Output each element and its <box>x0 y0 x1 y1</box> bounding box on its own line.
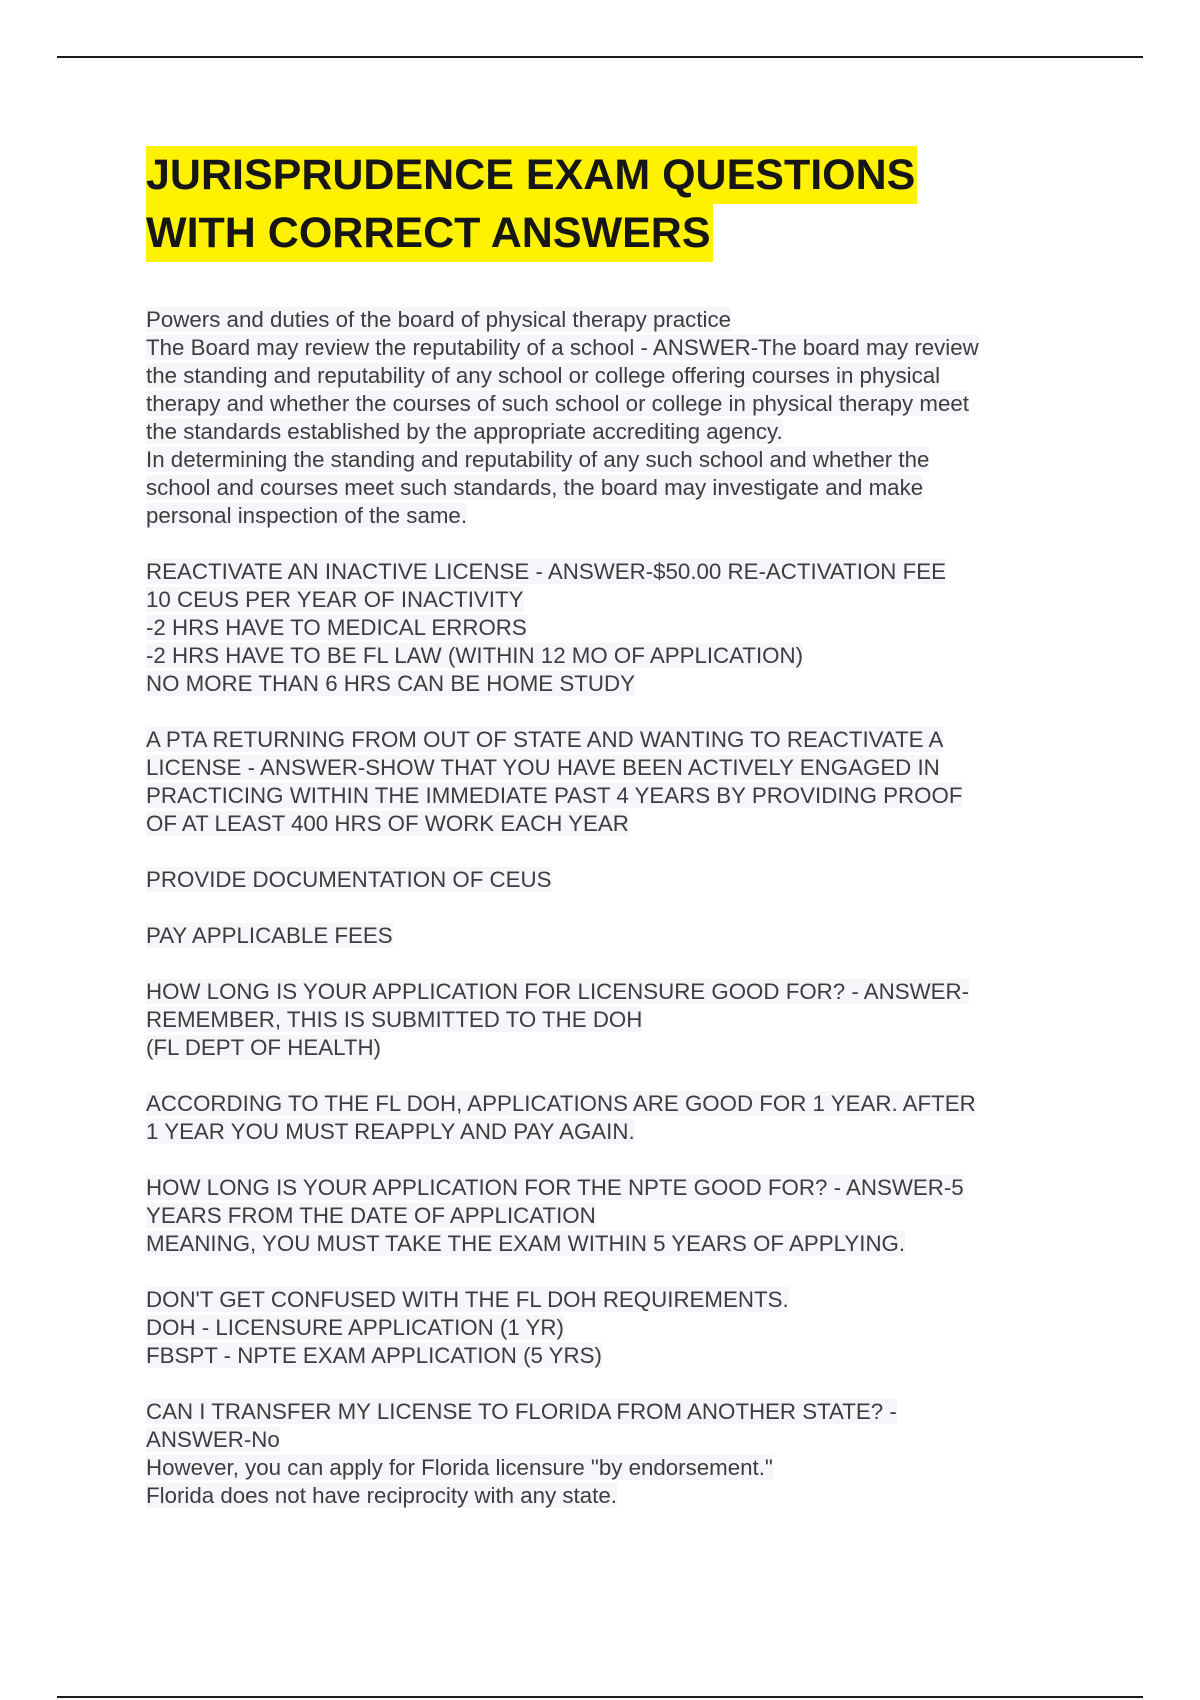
text-line-content: 1 YEAR YOU MUST REAPPLY AND PAY AGAIN. <box>146 1119 635 1144</box>
text-line-content: Powers and duties of the board of physical therapy practice <box>146 307 732 332</box>
text-line <box>146 502 1066 530</box>
text-line-content: personal inspection of the same. <box>146 503 468 528</box>
text-line <box>146 418 1066 446</box>
text-line <box>146 1230 1066 1258</box>
text-line-content: therapy and whether the courses of such school or college in physical therapy meet <box>146 391 969 416</box>
text-line <box>146 1454 1066 1482</box>
text-line-content: OF AT LEAST 400 HRS OF WORK EACH YEAR <box>146 811 629 836</box>
text-line <box>146 1118 1066 1146</box>
text-line <box>146 1314 1066 1342</box>
qa-paragraph <box>146 1286 1066 1370</box>
text-line <box>146 1202 1066 1230</box>
text-line <box>146 642 1066 670</box>
text-line <box>146 446 1066 474</box>
qa-paragraph <box>146 1174 1066 1258</box>
text-line-content: HOW LONG IS YOUR APPLICATION FOR THE NPTE GOOD FOR? - ANSWER-5 <box>146 1175 964 1200</box>
qa-paragraph <box>146 1398 1066 1510</box>
text-line-content: However, you can apply for Florida licensure "by endorsement." <box>146 1455 773 1480</box>
text-line <box>146 614 1066 642</box>
text-line-content: ANSWER-No <box>146 1427 280 1452</box>
text-line-content: The Board may review the reputability of a school - ANSWER-The board may review <box>146 335 979 360</box>
text-line-content: Florida does not have reciprocity with any state. <box>146 1483 617 1508</box>
text-line <box>146 474 1066 502</box>
text-line <box>146 1174 1066 1202</box>
text-line <box>146 1034 1066 1062</box>
text-line-content: 10 CEUS PER YEAR OF INACTIVITY <box>146 587 524 612</box>
text-line <box>146 362 1066 390</box>
text-line <box>146 754 1066 782</box>
text-line-content: -2 HRS HAVE TO BE FL LAW (WITHIN 12 MO OF APPLICATION) <box>146 643 804 668</box>
text-line <box>146 1482 1066 1510</box>
qa-paragraph <box>146 726 1066 838</box>
text-line <box>146 1006 1066 1034</box>
qa-paragraph <box>146 922 1066 950</box>
text-line-content: -2 HRS HAVE TO MEDICAL ERRORS <box>146 615 527 640</box>
text-line-content: ACCORDING TO THE FL DOH, APPLICATIONS ARE GOOD FOR 1 YEAR. AFTER <box>146 1091 976 1116</box>
qa-paragraph <box>146 978 1066 1062</box>
document-title-line: WITH CORRECT ANSWERS <box>146 204 713 262</box>
qa-paragraph <box>146 1090 1066 1146</box>
text-line-content: In determining the standing and reputability of any such school and whether the <box>146 447 930 472</box>
text-line-content: HOW LONG IS YOUR APPLICATION FOR LICENSURE GOOD FOR? - ANSWER- <box>146 979 970 1004</box>
document-content <box>146 146 1066 1510</box>
document-body <box>146 306 1066 1510</box>
text-line-content: (FL DEPT OF HEALTH) <box>146 1035 381 1060</box>
text-line <box>146 1398 1066 1426</box>
text-line-content: PRACTICING WITHIN THE IMMEDIATE PAST 4 YEARS BY PROVIDING PROOF <box>146 783 963 808</box>
text-line <box>146 810 1066 838</box>
qa-paragraph <box>146 866 1066 894</box>
text-line-content: school and courses meet such standards, the board may investigate and make <box>146 475 924 500</box>
text-line-content: DOH - LICENSURE APPLICATION (1 YR) <box>146 1315 564 1340</box>
text-line-content: MEANING, YOU MUST TAKE THE EXAM WITHIN 5 YEARS OF APPLYING. <box>146 1231 906 1256</box>
text-line <box>146 1286 1066 1314</box>
text-line-content: LICENSE - ANSWER-SHOW THAT YOU HAVE BEEN ACTIVELY ENGAGED IN <box>146 755 940 780</box>
bottom-divider <box>57 1696 1143 1698</box>
text-line <box>146 558 1066 586</box>
text-line-content: PAY APPLICABLE FEES <box>146 923 393 948</box>
qa-paragraph <box>146 558 1066 698</box>
text-line-content: CAN I TRANSFER MY LICENSE TO FLORIDA FROM ANOTHER STATE? - <box>146 1399 897 1424</box>
text-line-content: A PTA RETURNING FROM OUT OF STATE AND WANTING TO REACTIVATE A <box>146 727 944 752</box>
text-line-content: DON'T GET CONFUSED WITH THE FL DOH REQUIREMENTS. <box>146 1287 789 1312</box>
qa-paragraph <box>146 306 1066 530</box>
text-line <box>146 726 1066 754</box>
text-line-content: PROVIDE DOCUMENTATION OF CEUS <box>146 867 552 892</box>
text-line <box>146 782 1066 810</box>
text-line-content: the standards established by the appropriate accrediting agency. <box>146 419 783 444</box>
text-line-content: the standing and reputability of any school or college offering courses in physical <box>146 363 941 388</box>
text-line <box>146 586 1066 614</box>
document-title-line: JURISPRUDENCE EXAM QUESTIONS <box>146 146 917 204</box>
text-line-content: REACTIVATE AN INACTIVE LICENSE - ANSWER-$50.00 RE-ACTIVATION FEE <box>146 559 946 584</box>
text-line <box>146 306 1066 334</box>
text-line-content: YEARS FROM THE DATE OF APPLICATION <box>146 1203 596 1228</box>
text-line <box>146 922 1066 950</box>
text-line <box>146 978 1066 1006</box>
document-title <box>146 146 1066 262</box>
text-line <box>146 1342 1066 1370</box>
text-line <box>146 334 1066 362</box>
text-line <box>146 670 1066 698</box>
text-line <box>146 390 1066 418</box>
text-line <box>146 1090 1066 1118</box>
text-line <box>146 1426 1066 1454</box>
top-divider <box>57 56 1143 58</box>
text-line-content: FBSPT - NPTE EXAM APPLICATION (5 YRS) <box>146 1343 602 1368</box>
text-line-content: NO MORE THAN 6 HRS CAN BE HOME STUDY <box>146 671 635 696</box>
text-line-content: REMEMBER, THIS IS SUBMITTED TO THE DOH <box>146 1007 643 1032</box>
text-line <box>146 866 1066 894</box>
